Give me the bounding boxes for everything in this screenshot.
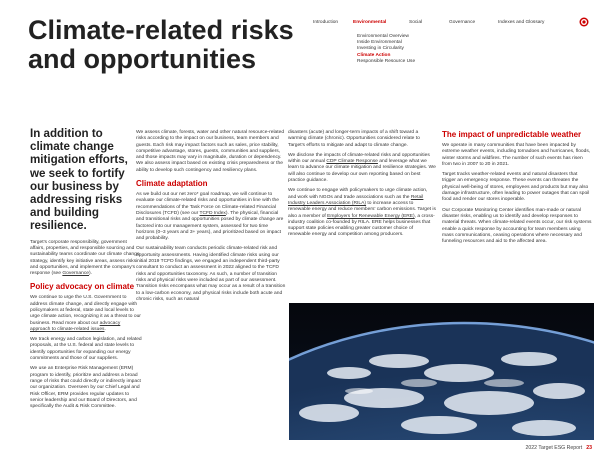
subnav-climate-action[interactable]: Climate Action [357,52,391,58]
column-3 [288,130,436,243]
column-1 [30,127,142,414]
paragraph: We track energy and carbon legislation, and related proposals, at the U.S. federal and state levels to identify opportunities for expanding our energy commitments and those of our suppliers. [30,337,142,362]
subnav-investing-in-circularity[interactable]: Investing in Circularity [357,46,404,52]
tab-indexes-and-glossary[interactable]: Indexes and Glossary [498,20,545,25]
column-2 [136,130,286,307]
subnav-responsible-resource-use[interactable]: Responsible Resource Use [357,58,416,64]
column-4 [442,130,592,249]
subnav-inside-environmental[interactable]: Inside Environmental [357,40,402,46]
section-heading-unpredictable-weather: The impact of unpredictable weather [442,130,582,139]
lede-statement: In addition to climate change mitigation efforts, we seek to fortify our business by addressing risks and building resilience. [30,127,128,233]
cdp-climate-response-link[interactable]: CDP Climate Response [326,159,378,165]
earth-from-space-image [289,303,594,440]
tab-environmental[interactable]: Environmental [353,20,387,25]
page-footer [497,445,592,451]
paragraph: Our sustainability team conducts periodic climate-related risk and opportunity assessments. Having identified climate risks using our initial 2019 TCFD findings, we engaged an independent third-party consultant to conduct an assessment in 2022 aligned to the TCFD risks and opportunities taxonomy. As such, a number of transition risks and physical risks were included as part of our assessment. Transition risks encompass what may occur as a result of a transition to a low-carbon economy, and physical risks include both acute and chronic risks, such as natural [136,246,286,302]
advocacy-approach-link[interactable]: advocacy approach to climate-related issues [30,320,121,332]
paragraph: We continue to engage with policymakers to urge climate action, and work with NGOs and trade associations such as the Retail Industry Leaders Association (RILA) to increase access to renewable energy and reduce members' carbon emissions. Target is also a member of Employers for Renewable Energy (ERE), a cross-industry coalition co-founded by RILA. ERE helps businesses that support state policies enabling greater customer choice of renewable energy and competition among producers. [288,188,436,238]
paragraph: We continue to urge the U.S. Government to address climate change, and directly engage with policymakers at federal, state and local levels to urge climate action, recognizing it as a threat to our business. Read more about our advocacy approach to climate-related issues. [30,295,141,332]
subnav-environmental-overview[interactable]: Environmental Overview [357,34,409,39]
tab-governance[interactable]: Governance [449,20,476,25]
paragraph: disasters (acute) and longer-term impacts of a shift toward a warming climate (chronic). Opportunities considered relate to Target's efforts to mitigate and adapt to climate change. [288,130,420,148]
paragraph: We assess climate, forests, water and other natural resource-related risks according to the impact on our business, team members and guests. Each risk may impact factors such as sales, price stability, competitive advantage, stores, guests, communities and suppliers, and those impacts may vary in magnitude, duration or dependency. We also assess impact based on existing crisis preparedness or the ability to develop such contingency and resiliency plans. [136,130,285,173]
rila-link[interactable]: Retail Industry Leaders Association (RILA) [288,194,424,206]
tab-social[interactable]: Social [409,20,423,25]
paragraph: Target's corporate responsibility, government affairs, properties, and responsible sourcing and sustainability teams coordinate our climate change strategy, identify key initiative areas, assess risks and opportunities, and implement the company's response (see Governance). [30,239,140,277]
section-subnav [357,34,477,65]
top-navigation [313,20,591,32]
paragraph: We disclose the impacts of climate-related risks and opportunities within our annual CDP Climate Response and leverage what we learn to advance our climate mitigation and resilience strategies. We will also continue to develop our own reporting based on best practice guidance. [288,152,436,184]
paragraph: Target tracks weather-related events and natural disasters that trigger an emergency response. These events can threaten the physical well-being of stores, employees and products but may also damage infrastructure, often leading to power outages that can spoil food and render our stores inoperable. [442,172,590,203]
paragraph: As we build out our net zero* goal roadmap, we will continue to evaluate our climate-related risks and opportunities in line with the recommendations of the Task Force on Climate-related Financial Disclosures (TCFD) (see our TCFD Index). The physical, financial and transitional risks and opportunities posed by climate change are factored into our management system, assessed for two time horizons (0–3 years and 3+ years), and prioritized based on impact and probability. [136,192,284,242]
section-heading-policy-advocacy: Policy advocacy on climate [30,282,135,292]
ere-link[interactable]: Employers for Renewable Energy (ERE) [327,213,415,219]
paragraph: We use an Enterprise Risk Management (ERM) program to identify, prioritize and address a broad range of risks that could directly or indirectly impact our organization. Overseen by our Chief Legal and Risk Officer, ERM provides regular updates to senior leadership and our Board of Directors, and specifically the Audit & Risk Committee. [30,366,141,410]
report-name: 2022 Target ESG Report [525,445,583,451]
governance-link[interactable]: Governance [62,271,90,277]
page-number: 23 [586,445,592,451]
tcfd-index-link[interactable]: TCFD Index [199,210,226,216]
section-heading-climate-adaptation: Climate adaptation [136,179,208,189]
tab-introduction[interactable]: Introduction [313,20,339,25]
paragraph: Our Corporate Monitoring Center identifies man-made or natural disaster risks, enabling us to identify and develop responses to material threats. When climate-related events occur, our risk systems enable a quick response by accounting for team members using mass communications, ceasing operations where necessary and funneling resources and aid to the affected area. [442,207,592,245]
paragraph: We operate in many communities that have been impacted by extreme weather events, including tornadoes and hurricanes, floods, winter storms and wildfires. The number of such events has risen from two in 2007 to 20 in 2021. [442,143,591,167]
page-title: Climate-related risks and opportunities [28,15,294,74]
target-bullseye-icon[interactable] [579,17,589,27]
